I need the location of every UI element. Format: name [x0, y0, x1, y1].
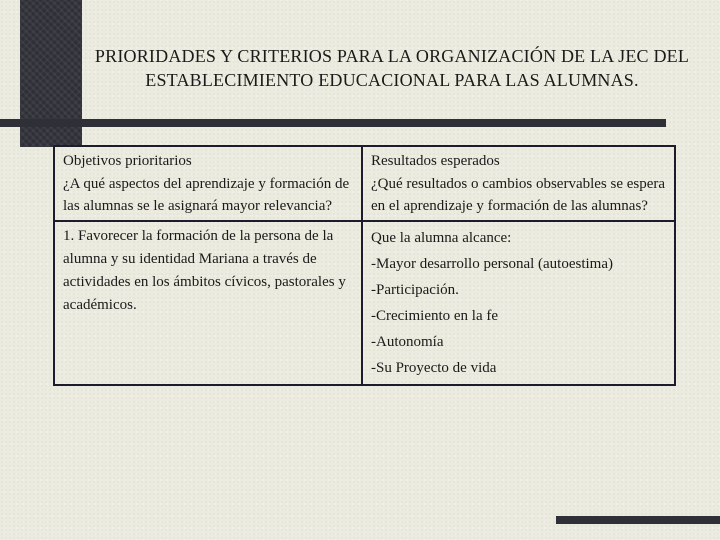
result-item: -Mayor desarrollo personal (autoestima)	[371, 256, 613, 272]
priorities-table	[53, 145, 676, 386]
results-header-question: ¿Qué resultados o cambios observables se espera en el aprendizaje y formación de las alumnas?	[371, 176, 666, 214]
result-item: -Crecimiento en la fe	[371, 308, 499, 324]
decorative-top-bar	[0, 119, 666, 127]
objectives-header-question: ¿A qué aspectos del aprendizaje y formación de las alumnas se le asignará mayor relevancia?	[63, 176, 350, 214]
objectives-header-cell	[54, 146, 362, 221]
table-header-row	[54, 146, 675, 221]
objectives-header-title: Objetivos prioritarios	[63, 153, 192, 169]
results-intro: Que la alumna alcance:	[371, 230, 512, 246]
result-item: -Su Proyecto de vida	[371, 360, 497, 376]
objective-text: 1. Favorecer la formación de la persona de la alumna y su identidad Mariana a través de actividades en los ámbitos cívicos, pastorales y académicos.	[63, 228, 346, 313]
result-item: -Autonomía	[371, 334, 444, 350]
results-header-title: Resultados esperados	[371, 153, 500, 169]
slide-title: PRIORIDADES Y CRITERIOS PARA LA ORGANIZACIÓN DE LA JEC DEL ESTABLECIMIENTO EDUCACIONAL PARA LAS ALUMNAS.	[94, 46, 690, 90]
table-row	[54, 221, 675, 385]
results-header-cell	[362, 146, 675, 221]
decorative-bottom-bar	[556, 516, 720, 524]
results-cell	[362, 221, 675, 385]
objective-cell	[54, 221, 362, 385]
result-item: -Participación.	[371, 282, 459, 298]
